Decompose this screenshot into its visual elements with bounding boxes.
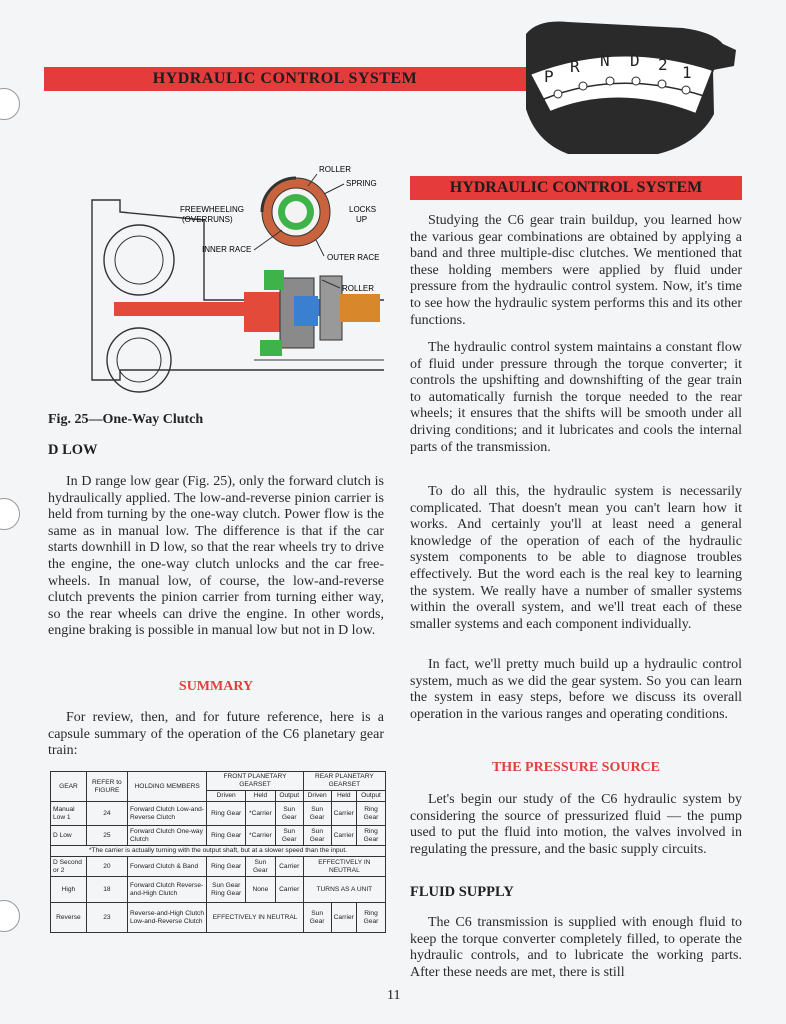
binder-hole-bottom (0, 900, 20, 932)
page-number: 11 (387, 988, 401, 1003)
freewheeling-label: FREEWHEELING (180, 205, 245, 214)
hydraulic-section-title: HYDRAULIC CONTROL SYSTEM (410, 176, 742, 200)
pressure-source-heading: THE PRESSURE SOURCE (491, 760, 661, 775)
spring-label: SPRING (346, 179, 377, 188)
fluid-supply-heading: FLUID SUPPLY (410, 884, 514, 900)
sub-header: Driven (207, 791, 246, 802)
d-low-paragraph: In D range low gear (Fig. 25), only the forward clutch is hydraulically applied. The low-and-reverse pinion carrier is held from turning by the one-way clutch. Power flow is the same as in manual low. The difference is that if the car starts downhill in D low, so that the rear wheels try to drive the engine, the one-way clutch unlocks and the car free-wheels. In manual low, of course, the low-and-reverse clutch prevents the pinion carrier from turning either way, so the rear wheels can drive the engine. In other words, engine braking is possible in manual low but not in D low. (48, 474, 384, 639)
function-paragraph: The hydraulic control system maintains a constant flow of fluid under pressure through the torque converter; it controls the upshifting and downshifting of the gear train to automatically furnish the torque needed to the rear wheels; it ensures that the shifts will be smooth under all driving conditions; and it lubricates and cools the internal parts of the transmission. (410, 340, 742, 455)
summary-paragraph: For review, then, and for future reference, here is a capsule summary of the operation of the C6 planetary gear train: (48, 710, 384, 759)
header-banner: HYDRAULIC CONTROL SYSTEM (44, 67, 526, 91)
shift-letter: 2 (658, 55, 668, 74)
one-way-clutch-figure (84, 160, 384, 410)
up-label: UP (356, 215, 368, 224)
gear-shift-quadrant-icon (508, 14, 738, 162)
overruns-label: (OVERRUNS) (182, 215, 233, 224)
col-refer: REFER to FIGURE (86, 772, 127, 802)
buildup-paragraph: In fact, we'll pretty much build up a hydraulic control system, much as we did the gear system. So you can learn the system in easy steps, before we discuss its overall operation in the various ranges and operating conditions. (410, 657, 742, 722)
binder-hole-top (0, 88, 20, 120)
summary-heading: SUMMARY (178, 679, 254, 694)
gear-summary-table (50, 771, 386, 933)
table-row: Manual Low 1 24 Forward Clutch Low-and-Reverse Clutch Ring Gear *Carrier Sun Gear Sun Gear Carrier Ring Gear (51, 802, 386, 826)
outer-race-label: OUTER RACE (327, 253, 380, 262)
sub-header: Output (275, 791, 303, 802)
sub-header: Held (246, 791, 276, 802)
col-holding: HOLDING MEMBERS (127, 772, 206, 802)
sub-header: Held (331, 791, 356, 802)
shift-letter: 1 (682, 63, 692, 82)
col-front-planetary: FRONT PLANETARY GEARSET (207, 772, 303, 791)
shift-letter: P (544, 67, 554, 86)
sub-header: Driven (303, 791, 331, 802)
table-row: Reverse 23 Reverse-and-High Clutch Low-and-Reverse Clutch EFFECTIVELY IN NEUTRAL Sun Gear Carrier Ring Gear (51, 903, 386, 933)
binder-hole-middle (0, 498, 20, 530)
roller-top-label: ROLLER (319, 165, 352, 174)
sub-header: Output (356, 791, 385, 802)
intro-paragraph: Studying the C6 gear train buildup, you learned how the various gear combinations are obtained by applying a band and three multiple-disc clutches. We mentioned that these holding members were applied by fluid under pressure from the hydraulic control system. Now, it's time to see how the hydraulic system performs this and its other functions. (410, 213, 742, 328)
col-rear-planetary: REAR PLANETARY GEARSET (303, 772, 385, 791)
pressure-source-paragraph: Let's begin our study of the C6 hydraulic system by considering the source of pressurized fluid — the pump used to put the fluid into motion, the valves involved in regulating the pressure, and the basic supply circuits. (410, 792, 742, 857)
complexity-paragraph: To do all this, the hydraulic system is necessarily complicated. That doesn't mean you can't learn how it works. And certainly you'll at least need a general knowledge of the operation of each of the hydraulic system components to be able to diagnose troubles effectively. But the word each is the real key to learning the system. We really have a number of smaller systems within the overall system, and we'll treat each of these smaller systems and each component individually. (410, 484, 742, 632)
fluid-supply-paragraph: The C6 transmission is supplied with enough fluid to keep the torque converter completely filled, to operate the hydraulic controls, and to lubricate the working parts. After these needs are met, there is still (410, 915, 742, 980)
inner-race-label: INNER RACE (202, 245, 252, 254)
d-low-heading: D LOW (48, 442, 98, 458)
shift-letter: N (600, 51, 610, 70)
table-row: High 18 Forward Clutch Reverse-and-High Clutch Sun Gear Ring Gear None Carrier TURNS AS A UNIT (51, 877, 386, 903)
shift-letter: R (570, 57, 580, 76)
table-row: D Low 25 Forward Clutch One-way Clutch Ring Gear *Carrier Sun Gear Sun Gear Carrier Ring Gear (51, 826, 386, 846)
table-row: D Second or 2 20 Forward Clutch & Band Ring Gear Sun Gear Carrier EFFECTIVELY IN NEUTRAL (51, 857, 386, 877)
col-gear: GEAR (51, 772, 87, 802)
figure-caption: Fig. 25—One-Way Clutch (48, 412, 204, 427)
table-note-row: *The carrier is actually turning with the output shaft, but at a slower speed than the input. (51, 846, 386, 857)
roller-label: ROLLER (342, 284, 375, 293)
locks-label: LOCKS (349, 205, 377, 214)
shift-letter: D (630, 51, 640, 70)
